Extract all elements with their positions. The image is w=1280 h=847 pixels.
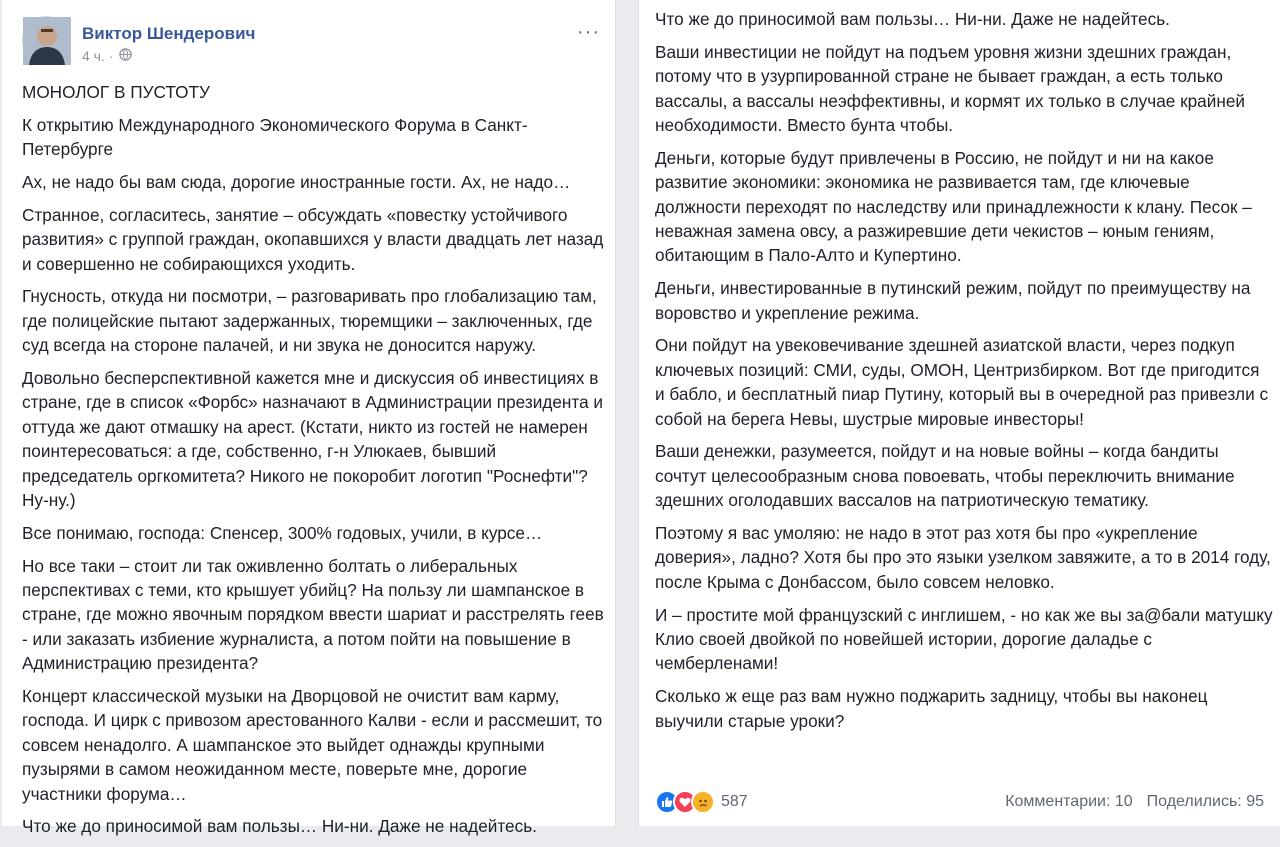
post-paragraph: К открытию Международного Экономического Форума в Санкт-Петербурге <box>22 114 528 160</box>
author-name-link[interactable]: Виктор Шендерович <box>82 24 256 43</box>
post-paragraph: Все понимаю, господа: Спенсер, 300% годовых, учили, в курсе… <box>22 522 543 543</box>
post-body-right <box>655 7 1273 741</box>
post-paragraph: Довольно бесперспективной кажется мне и дискуссия об инвестициях в стране, где в список «Форбс» назначают в Администрации президента и оттуда же дают отмашку на арест. (Кстати, никто из гостей не намерен поинтересоваться: а где, собственно, г-н Улюкаев, бывший председатель оргкомитета? Никого не покоробит логотип "Роснефти"? Ну-ну.) <box>22 368 604 511</box>
post-paragraph: Ваши денежки, разумеется, пойдут и на новые войны – когда бандиты сочтут целесообразным снова повоевать, чтобы переключить внимание здешних оголодавших вассалов на патриотическую тематику. <box>655 441 1235 511</box>
post-paragraph: Поэтому я вас умоляю: не надо в этот раз хотя бы про «укрепление доверия», ладно? Хотя бы про это языки узелком завяжите, а то в 2014 году, после Крыма с Донбассом, было совсем неловко. <box>655 523 1271 592</box>
comments-count-link[interactable]: Комментарии: 10 <box>1005 793 1133 810</box>
reaction-count: 587 <box>721 793 748 810</box>
globe-icon <box>119 48 132 64</box>
post-paragraph: Они пойдут на увековечивание здешней азиатской власти, через подкуп ключевых позиций: СМИ, суды, ОМОН, Центризбирком. Вот где пригодится и бабло, и бесплатный пиар Путину, который вы в очередной раз привезли с собой на берега Невы, шустрые мировые инвесторы! <box>655 335 1269 429</box>
post-paragraph: Сколько ж еще раз вам нужно поджарить задницу, чтобы вы наконец выучили старые уроки? <box>655 686 1208 731</box>
post-stats <box>1005 793 1264 811</box>
post-footer <box>655 786 1264 818</box>
post-body-left <box>22 80 606 847</box>
post-panel-left <box>2 0 616 837</box>
sad-reaction-icon <box>691 790 715 814</box>
post-paragraph: Ваши инвестиции не пойдут на подъем уровня жизни здешних граждан, потому что в узурпированной стране не бывает граждан, а есть только вассалы, а вассалы неэффективны, и кормят их только в случае крайней необходимости. Вместо бунта чтобы. <box>655 41 1245 136</box>
post-paragraph: Гнусность, откуда ни посмотри, – разговаривать про глобализацию там, где полицейские пытают задержанных, тюремщики – заключенных, где суд всегда на стороне палачей, и ни звука не доносится наружу. <box>22 286 597 356</box>
shares-count-link[interactable]: Поделились: 95 <box>1146 793 1264 810</box>
post-header <box>22 16 602 72</box>
post-paragraph: Деньги, которые будут привлечены в Россию, не пойдут и ни на какое развитие экономики: экономика не развивается там, где ключевые должности переходят по наследству или принадлежности к клану. Песок – неважная замена овсу, а разжиревшие дети чекистов – юным гениям, обитающим в Пало-Алто и Купертино. <box>655 147 1252 266</box>
post-paragraph: Ах, не надо бы вам сюда, дорогие иностранные гости. Ах, не надо… <box>22 172 571 192</box>
post-paragraph: Странное, согласитесь, занятие – обсуждать «повестку устойчивого развития» с группой граждан, окопавшихся у власти двадцать лет назад и совершенно не собирающихся уходить. <box>22 204 604 274</box>
post-paragraph: Деньги, инвестированные в путинский режим, пойдут по преимуществу на воровство и укрепление режима. <box>655 278 1251 323</box>
avatar-image <box>23 17 71 65</box>
post-paragraph: И – простите мой французский с инглишем, - но как же вы за@бали матушку Клио своей двойкой по новейшей истории, дорогие даладье с чемберленами! <box>655 604 1273 674</box>
post-paragraph: Но все таки – стоит ли так оживленно болтать о либеральных перспективах с теми, кто крышует убийц? На пользу ли шампанское в стране, где можно явочным порядком ввести шариат и расстрелять геев - или заказать избиение журналиста, а потом пойти на повышение в Администрацию президента? <box>22 555 604 674</box>
post-panel-right <box>638 0 1280 826</box>
post-paragraph: Что же до приносимой вам пользы… Ни-ни. Даже не надейтесь. <box>655 9 1170 29</box>
author-avatar[interactable] <box>22 16 70 64</box>
post-paragraph: МОНОЛОГ В ПУСТОТУ <box>22 82 210 102</box>
reactions-summary[interactable] <box>655 790 748 814</box>
post-paragraph: Что же до приносимой вам пользы… Ни-ни. Даже не надейтесь. <box>22 816 537 837</box>
post-paragraph: Концерт классической музыки на Дворцовой не очистит вам карму, господа. И цирк с привозом арестованного Калви - если и рассмешит, то совсем ненадолго. А шампанское это выйдет однажды крупными пузырями в самом неожиданном месте, поверьте мне, дорогие участники форума… <box>22 686 603 804</box>
more-options-icon[interactable]: ··· <box>577 21 600 43</box>
post-meta <box>82 48 132 64</box>
post-time[interactable]: 4 ч. · <box>82 48 114 64</box>
